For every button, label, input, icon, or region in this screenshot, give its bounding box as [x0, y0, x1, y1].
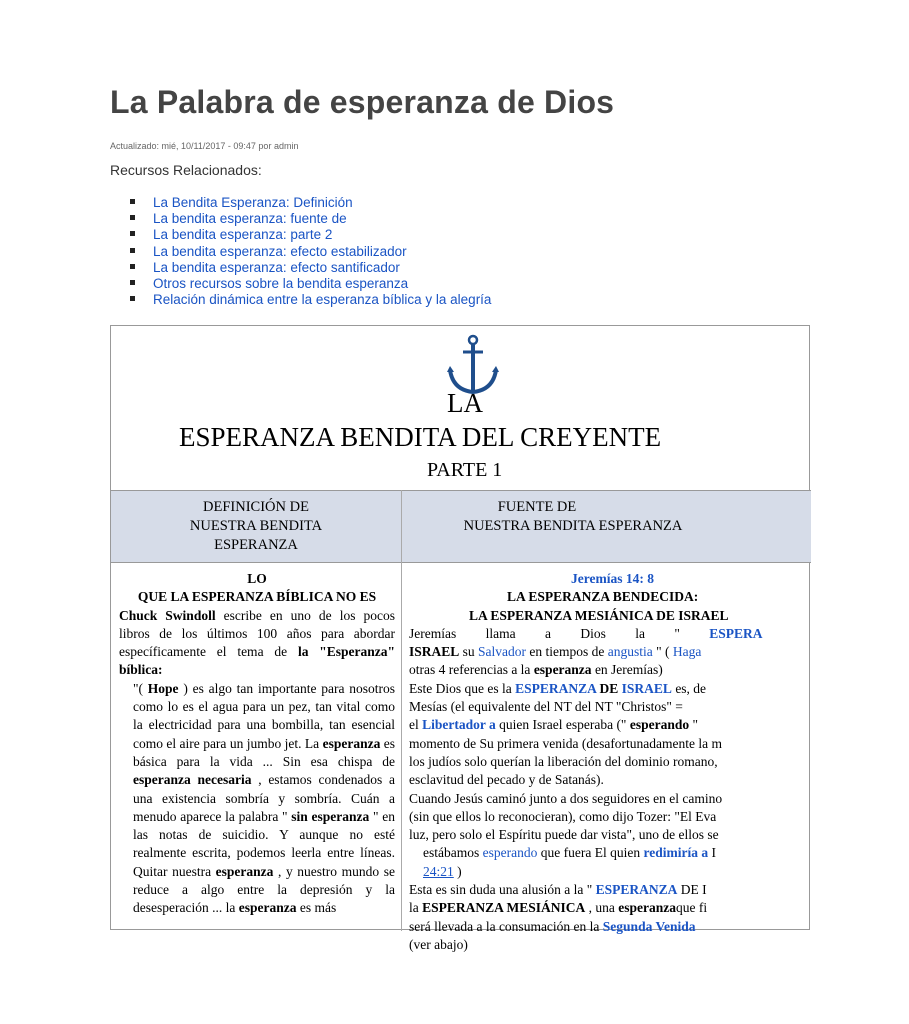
related-link[interactable]: La bendita esperanza: fuente de — [153, 211, 347, 227]
right-column-text: Jeremías 14: 8 LA ESPERANZA BENDECIDA: LA ESPERANZA MESIÁNICA DE ISRAEL Jeremías llama a Dios la " ESPERA ISRAEL su Salvador en tiempos de angustia " ( Haga otras 4 referencias a la esperanza en Jeremías) Este Dios que es la ESPERANZA DE ISRAEL es, de Mesías (el equivalente del NT del NT "Christos" = el Libertador a quien Israel esperaba (" esperando " momento de Su primera venida (desafortunadamente la m los judíos solo querían la liberación del dominio romano, esclavitud del pecado y de Satanás). Cuando Jesús caminó junto a dos seguidores en el camino (sin que ellos lo reconocieran), como dijo Tozer: "El Eva luz, pero solo el Espíritu puede dar vista", uno de ellos se estábamos esperando que fuera El quien redimiría a I 24:21 ) Esta es sin duda una alusión a la " ESPERANZA DE I la ESPERANZA MESIÁNICA , una esperanzaque fi será llevada a la consumación en la Segunda Venida (ver abajo) — [409, 570, 909, 954]
list-item — [130, 244, 491, 260]
list-item — [130, 227, 491, 243]
scripture-link[interactable]: Jeremías 14: 8 — [571, 571, 654, 586]
col2-header: FUENTE DE NUESTRA BENDITA ESPERANZA — [463, 499, 683, 534]
bullet-icon — [130, 264, 135, 269]
related-link[interactable]: La bendita esperanza: parte 2 — [153, 227, 333, 243]
bullet-icon — [130, 215, 135, 220]
page-title: La Palabra de esperanza de Dios — [110, 84, 615, 120]
doc-title: ESPERANZA BENDITA DEL CREYENTE — [179, 422, 662, 452]
related-heading: Recursos Relacionados: — [110, 162, 262, 178]
doc-title-la: LA — [447, 388, 483, 418]
list-item — [130, 260, 491, 276]
related-link[interactable]: La bendita esperanza: efecto santificador — [153, 259, 400, 275]
related-link[interactable]: Otros recursos sobre la bendita esperanza — [153, 275, 409, 291]
list-item — [130, 195, 491, 211]
bullet-icon — [130, 280, 135, 285]
bullet-icon — [130, 296, 135, 301]
list-item — [130, 292, 491, 308]
related-link[interactable]: Relación dinámica entre la esperanza bíblica y la alegría — [153, 292, 492, 308]
related-link[interactable]: La Bendita Esperanza: Definición — [153, 195, 353, 210]
related-link[interactable]: La bendita esperanza: efecto estabilizador — [153, 243, 407, 259]
doc-subtitle: PARTE 1 — [427, 459, 503, 481]
list-item — [130, 211, 491, 227]
document-table — [110, 325, 810, 952]
list-item — [130, 276, 491, 292]
column-divider — [401, 490, 402, 931]
col1-header: DEFINICIÓN DE NUESTRA BENDITA ESPERANZA — [189, 499, 323, 553]
left-column-text: LO QUE LA ESPERANZA BÍBLICA NO ES Chuck Swindoll escribe en uno de los pocos libros de los últimos 100 años para abordar específicamente el tema de la "Esperanza" bíblica: "( Hope ) es algo tan importante para nosotros como lo es el agua para un pez, tan vital como la electricidad para una bombilla, tan esencial como el aire para un jumbo jet. La esperanza es básica para la vida ... Sin esa chispa de esperanza necesaria , estamos condenados a una existencia sombría y sombría. Cuán a menudo aparece la palabra " sin esperanza " en las notas de suicidio. Y aunque no esté realmente escrita, podemos leerla entre líneas. Quitar nuestra esperanza , y nuestro mundo se reduce a algo entre la depresión y la desesperación ... la esperanza es más — [119, 571, 396, 916]
updated-meta: Actualizado: mié, 10/11/2017 - 09:47 por admin — [110, 141, 299, 151]
bullet-icon — [130, 248, 135, 253]
bullet-icon — [130, 199, 135, 204]
related-list — [130, 195, 491, 308]
bullet-icon — [130, 231, 135, 236]
anchor-icon — [447, 334, 499, 396]
